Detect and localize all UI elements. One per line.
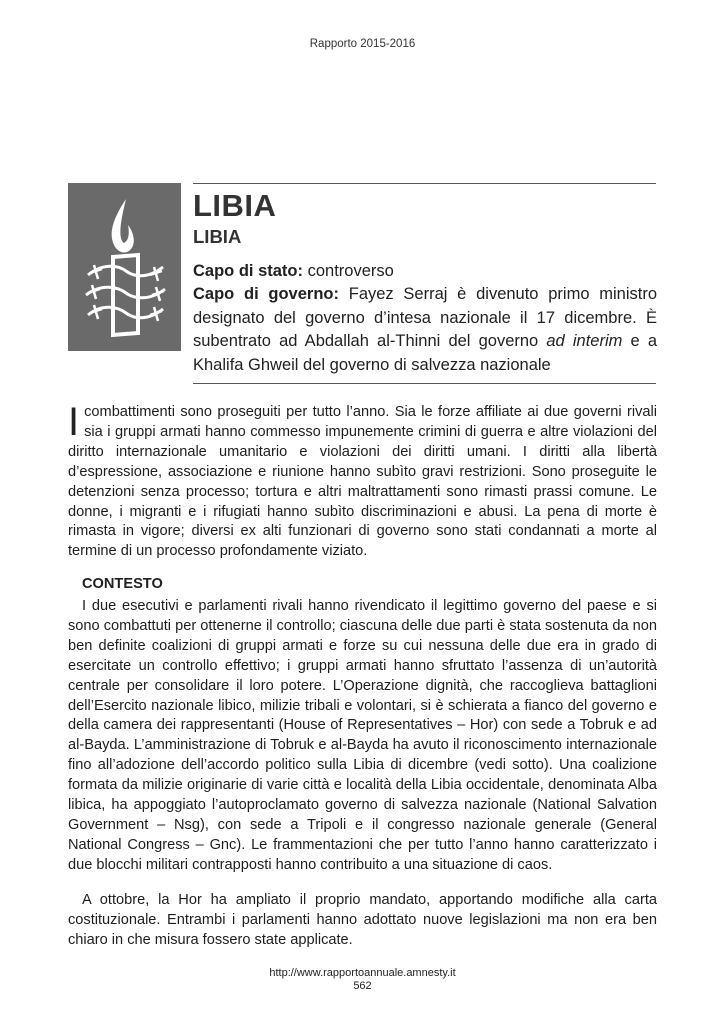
top-divider [193, 183, 656, 184]
head-of-state-label: Capo di stato: [193, 262, 303, 280]
amnesty-candle-icon [68, 183, 181, 351]
footer-url: http://www.rapportoannuale.amnesty.it [269, 967, 456, 979]
intro-text: combattimenti sono proseguiti per tutto l’anno. Sia le forze affiliate ai due governi rivali sia i gruppi armati hanno commesso impunemente crimini di guerra e altre violazioni del diritto internazionale umanitario e violazioni dei diritti umani. I diritti alla libertà d’espressione, associazione e riunione hanno subìto gravi restrizioni. Sono proseguite le detenzioni senza processo; tortura e altri maltrattamenti sono rimasti prassi comune. Le donne, i migranti e i rifugiati hanno subìto discriminazioni e abusi. La pena di morte è rimasta in vigore; diversi ex alti funzionari di governo sono stati condannati a morte al termine di un processo profondamente viziato. [68, 404, 657, 560]
drop-cap: I [68, 400, 80, 444]
paragraph: A ottobre, la Hor ha ampliato il proprio mandato, apportando modifiche alla carta costituzionale. Entrambi i parlamenti hanno adottato nuove legislazioni ma non era ben chiaro in che misura fossero state applicate. [68, 892, 657, 948]
section-heading: CONTESTO [82, 576, 163, 592]
running-header: Rapporto 2015-2016 [309, 38, 416, 50]
country-subtitle: LIBIA [193, 226, 242, 247]
head-of-government-label: Capo di governo: [193, 285, 339, 303]
head-of-state-value: controverso [307, 262, 394, 280]
paragraph: I due esecutivi e parlamenti rivali hanno rivendicato il legittimo governo del paese e si sono combattuti per ottenerne il controllo; ciascuna delle due parti è stata sostenuta da non ben definite coalizioni di gruppi armati e forze su cui nessuna delle due era in grado di esercitate un controllo effettivo; i gruppi armati hanno sfruttato l’assenza di un’autorità centrale per consolidare il loro potere. L’Operazione dignità, che raccoglieva battaglioni dell’Esercito nazionale libico, milizie tribali e volontari, si è schierata a fianco del governo e della camera dei rappresentanti (House of Representatives – Hor) con sede a Tobruk e ad al-Bayda. L’amministrazione di Tobruk e al-Bayda ha avuto il riconoscimento internazionale fino all’adozione dell’accordo politico sulla Libia di dicembre (vedi sotto). Una coalizione formata da milizie originarie di varie città e località della Libia occidentale, denominata Alba libica, ha appoggiato l’autoproclamato governo di salvezza nazionale (National Salvation Government – Nsg), con sede a Tripoli e il congresso nazionale generale (General National Congress – Gnc). Le frammentazioni che per tutto l’anno hanno caratterizzato i due blocchi militari contrapposti hanno contribuito a una situazione di caos. [68, 598, 657, 873]
candle-logo-graphic [68, 183, 181, 351]
page-number: 562 [353, 980, 372, 992]
intro-paragraph [68, 400, 657, 562]
bottom-divider [193, 383, 656, 384]
head-of-government [193, 283, 657, 377]
head-of-government-value-2: e a Khalifa Ghweil del governo di salvezza nazionale [193, 332, 657, 374]
country-title: LIBIA [193, 188, 277, 223]
head-of-state [193, 260, 657, 284]
head-of-government-italic: ad interim [546, 332, 623, 350]
head-of-government-value-1: Fayez Serraj è divenuto primo ministro designato del governo d’intesa nazionale il 17 dicembre. È subentrato ad Abdallah al-Thinni del governo [193, 285, 657, 350]
